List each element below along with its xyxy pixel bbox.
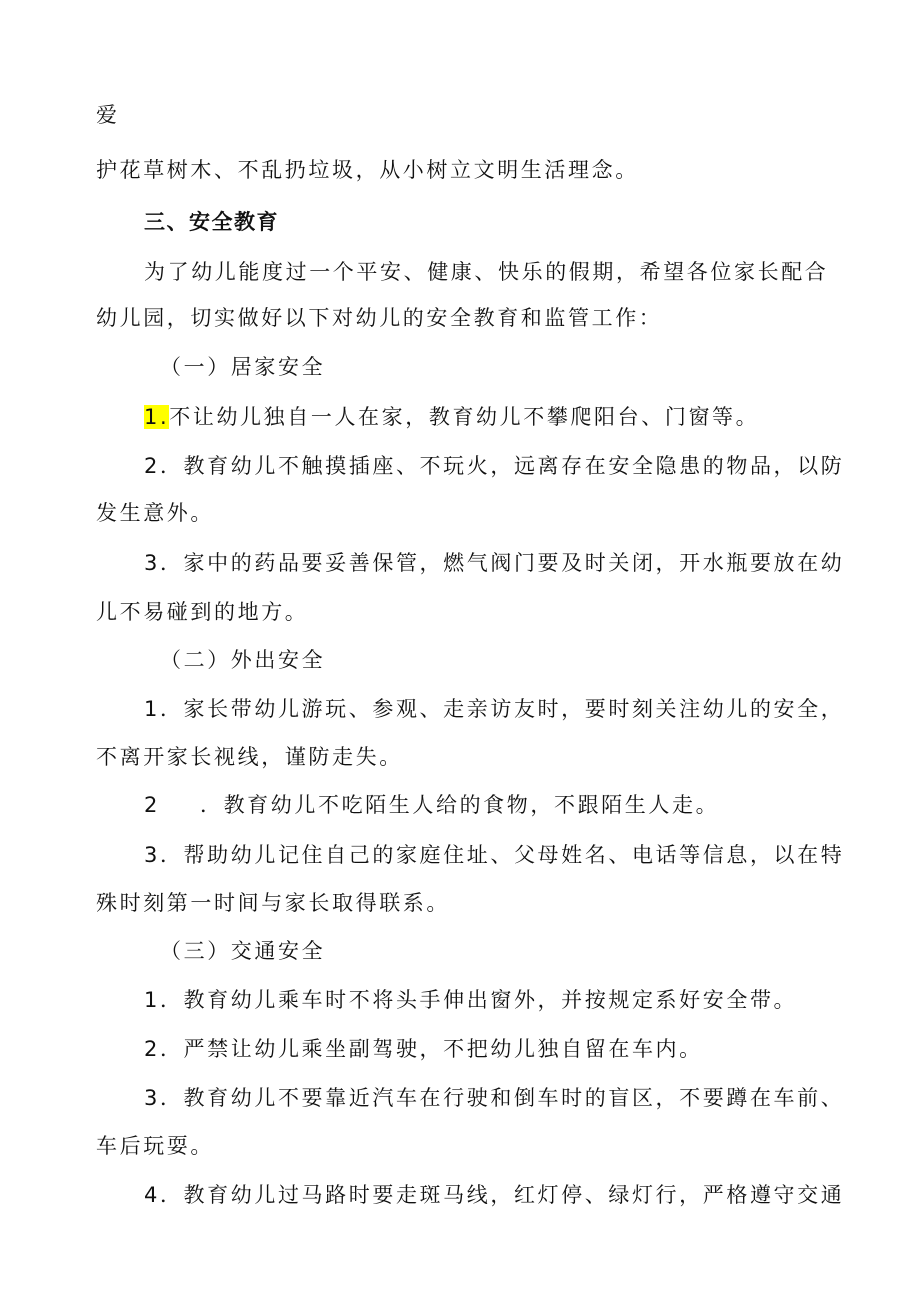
list-item: 3．帮助幼儿记住自己的家庭住址、父母姓名、电话等信息，以在特 — [144, 843, 845, 867]
paragraph-line: 幼儿园，切实做好以下对幼儿的安全教育和监管工作： — [96, 306, 663, 330]
paragraph-line: 儿不易碰到的地方。 — [96, 600, 309, 624]
subsection-heading: （三）交通安全 — [160, 939, 326, 963]
list-item: 1．家长带幼儿游玩、参观、走亲访友时，要时刻关注幼儿的安全， — [144, 697, 845, 721]
list-item: 3．教育幼儿不要靠近汽车在行驶和倒车时的盲区，不要蹲在车前、 — [144, 1086, 845, 1110]
paragraph-line: 车后玩耍。 — [96, 1134, 214, 1158]
highlighted-number: 1. — [144, 405, 170, 429]
paragraph-line: 殊时刻第一时间与家长取得联系。 — [96, 891, 450, 915]
list-item: 4．教育幼儿过马路时要走斑马线，红灯停、绿灯行，严格遵守交通 — [144, 1183, 845, 1207]
list-item-text: 不让幼儿独自一人在家，教育幼儿不攀爬阳台、门窗等。 — [169, 405, 760, 429]
paragraph-line: 发生意外。 — [96, 501, 214, 525]
subsection-heading: （二）外出安全 — [160, 648, 326, 672]
list-item: 2．教育幼儿不触摸插座、不玩火，远离存在安全隐患的物品，以防 — [144, 454, 845, 478]
list-item: 2．严禁让幼儿乘坐副驾驶，不把幼儿独自留在车内。 — [144, 1037, 703, 1061]
paragraph-line: 为了幼儿能度过一个平安、健康、快乐的假期，希望各位家长配合 — [144, 260, 829, 284]
paragraph-line: 爱 — [96, 103, 120, 127]
list-item-number: 2 — [144, 793, 160, 817]
paragraph-line: 护花草树木、不乱扔垃圾，从小树立文明生活理念。 — [96, 158, 639, 182]
list-item: 3．家中的药品要妥善保管，燃气阀门要及时关闭，开水瓶要放在幼 — [144, 551, 845, 575]
subsection-heading: （一）居家安全 — [160, 355, 326, 379]
list-item — [144, 402, 884, 432]
section-heading: 三、安全教育 — [144, 210, 279, 234]
paragraph-line: 不离开家长视线，谨防走失。 — [96, 745, 403, 769]
list-item — [144, 790, 884, 820]
list-item-text: ．教育幼儿不吃陌生人给的食物，不跟陌生人走。 — [199, 793, 720, 817]
list-item: 1．教育幼儿乘车时不将头手伸出窗外，并按规定系好安全带。 — [144, 988, 798, 1012]
